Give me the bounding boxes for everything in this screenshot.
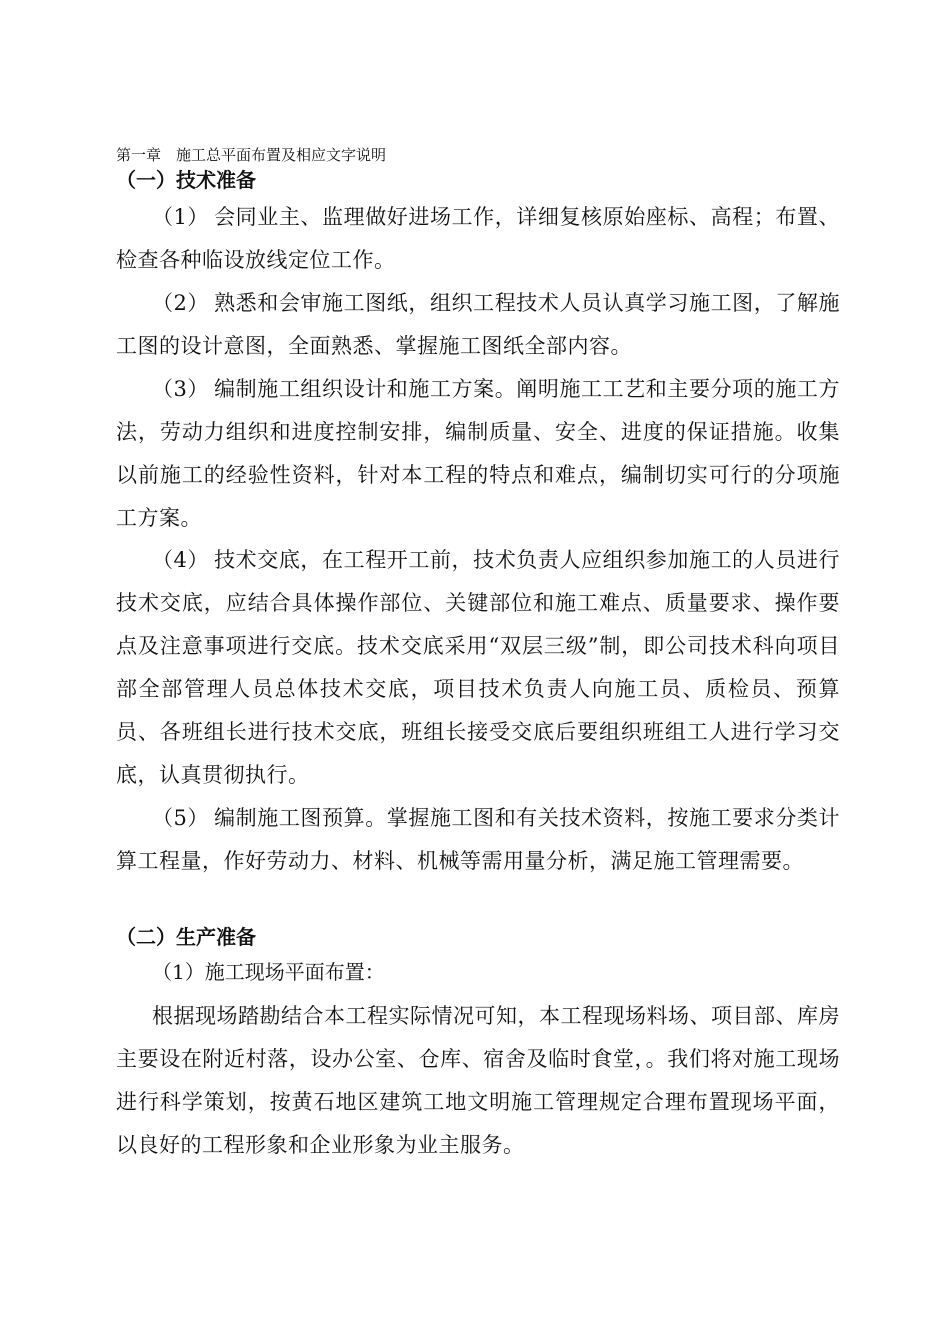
paragraph-site-layout [116,995,840,1167]
paragraph-text: 根据现场踏勘结合本工程实际情况可知，本工程现场料场、项目部、库房主要设在附近村落，设办公室、仓库、宿舍及临时食堂，。我们将对施工现场进行科学策划，按黄石地区建筑工地文明施工管理规定合理布置现场平面，以良好的工程形象和企业形象为业主服务。 [116,1004,840,1157]
paragraph-number: （4） [152,548,209,572]
section-heading-technical-preparation: （一）技术准备 [116,168,256,192]
paragraph-number: （2） [152,291,209,315]
paragraph-item-3 [116,368,840,540]
paragraph-text: 会同业主、监理做好进场工作，详细复核原始座标、高程；布置、检查各种临设放线定位工作。 [116,205,840,272]
section-heading-production-preparation: （二）生产准备 [116,925,256,949]
paragraph-text: 编制施工组织设计和施工方案。阐明施工工艺和主要分项的施工方法，劳动力组织和进度控制安排，编制质量、安全、进度的保证措施。收集以前施工的经验性资料，针对本工程的特点和难点，编制切实可行的分项施工方案。 [116,377,840,530]
chapter-title: 第一章 施工总平面布置及相应文字说明 [116,146,387,164]
paragraph-text: 编制施工图预算。掌握施工图和有关技术资料，按施工要求分类计算工程量，作好劳动力、材料、机械等需用量分析，满足施工管理需要。 [116,806,840,873]
paragraph-item-2 [116,282,840,368]
paragraph-number: （3） [152,377,209,401]
paragraph-number: （5） [152,806,209,830]
paragraph-item-4 [116,539,840,797]
paragraph-text: 熟悉和会审施工图纸，组织工程技术人员认真学习施工图，了解施工图的设计意图，全面熟悉、掌握施工图纸全部内容。 [116,291,840,358]
paragraph-text: 技术交底，在工程开工前，技术负责人应组织参加施工的人员进行技术交底，应结合具体操作部位、关键部位和施工难点、质量要求、操作要点及注意事项进行交底。技术交底采用“双层三级”制，即公司技术科向项目部全部管理人员总体技术交底，项目技术负责人向施工员、质检员、预算员、各班组长进行技术交底，班组长接受交底后要组织班组工人进行学习交底，认真贯彻执行。 [116,548,840,787]
sub-item-site-layout: （1）施工现场平面布置： [152,960,385,984]
paragraph-item-5 [116,797,840,883]
paragraph-number: （1） [152,205,209,229]
paragraph-item-1 [116,196,840,282]
